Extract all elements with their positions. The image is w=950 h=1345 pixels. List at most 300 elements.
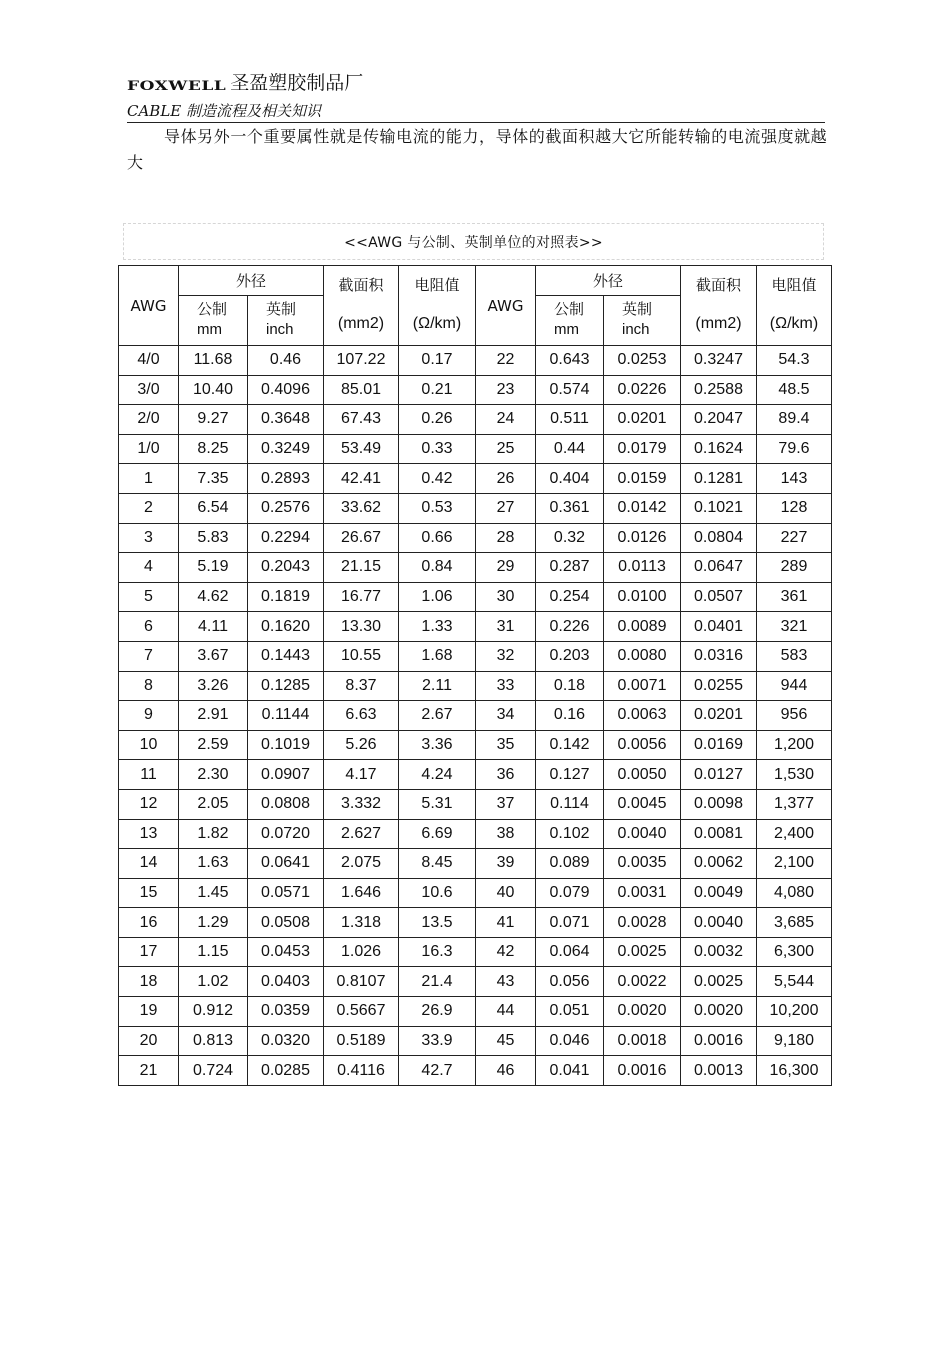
table-cell: 8.37: [324, 671, 399, 701]
table-cell: 3/0: [119, 375, 179, 405]
table-cell: 1.026: [324, 937, 399, 967]
table-cell: 0.0142: [604, 493, 681, 523]
table-cell: 0.0062: [681, 849, 757, 879]
table-cell: 40: [476, 878, 536, 908]
table-cell: 0.33: [399, 434, 476, 464]
table-cell: 0.0081: [681, 819, 757, 849]
table-cell: 1.82: [179, 819, 248, 849]
table-cell: 0.66: [399, 523, 476, 553]
table-cell: 27: [476, 493, 536, 523]
table-cell: 0.0020: [681, 997, 757, 1027]
table-cell: 4.11: [179, 612, 248, 642]
table-cell: 2.11: [399, 671, 476, 701]
table-row: [119, 967, 832, 997]
header-area-unit: (mm2): [337, 315, 385, 332]
table-row: [119, 493, 832, 523]
table-cell: 44: [476, 997, 536, 1027]
table-cell: 0.089: [536, 849, 604, 879]
table-cell: 0.84: [399, 553, 476, 583]
table-cell: 35: [476, 730, 536, 760]
table-cell: 0.203: [536, 641, 604, 671]
table-cell: 23: [476, 375, 536, 405]
table-row: [119, 405, 832, 435]
table-row: [119, 849, 832, 879]
table-row: [119, 908, 832, 938]
table-cell: 1.06: [399, 582, 476, 612]
table-cell: 0.1019: [248, 730, 324, 760]
table-cell: 583: [757, 641, 832, 671]
table-cell: 4.17: [324, 760, 399, 790]
table-cell: 0.0720: [248, 819, 324, 849]
table-cell: 0.16: [536, 701, 604, 731]
table-cell: 21.4: [399, 967, 476, 997]
table-cell: 41: [476, 908, 536, 938]
table-cell: 0.53: [399, 493, 476, 523]
table-cell: 0.1021: [681, 493, 757, 523]
table-cell: 0.226: [536, 612, 604, 642]
table-cell: 0.2576: [248, 493, 324, 523]
table-row: [119, 819, 832, 849]
table-cell: 0.254: [536, 582, 604, 612]
table-cell: 26.9: [399, 997, 476, 1027]
header-resistance-label-2: 电阻值: [771, 276, 817, 294]
table-cell: 0.0100: [604, 582, 681, 612]
table-cell: 10.55: [324, 641, 399, 671]
table-cell: 8.25: [179, 434, 248, 464]
table-cell: 0.0016: [604, 1056, 681, 1086]
table-cell: 0.0169: [681, 730, 757, 760]
table-cell: 956: [757, 701, 832, 731]
table-row: [119, 937, 832, 967]
table-cell: 45: [476, 1026, 536, 1056]
table-cell: 0.0571: [248, 878, 324, 908]
table-row: [119, 1056, 832, 1086]
table-cell: 11.68: [179, 346, 248, 376]
table-cell: 0.0159: [604, 464, 681, 494]
document-subtitle: CABLE 制造流程及相关知识: [127, 100, 825, 123]
table-cell: 1.15: [179, 937, 248, 967]
table-cell: 1/0: [119, 434, 179, 464]
table-cell: 0.5189: [324, 1026, 399, 1056]
table-cell: 0.8107: [324, 967, 399, 997]
table-cell: 0.0045: [604, 789, 681, 819]
table-row: [119, 464, 832, 494]
table-cell: 4: [119, 553, 179, 583]
table-cell: 2,100: [757, 849, 832, 879]
table-cell: 1.63: [179, 849, 248, 879]
table-cell: 0.912: [179, 997, 248, 1027]
header-resistance-unit-2: (Ω/km): [769, 315, 819, 332]
table-cell: 0.0255: [681, 671, 757, 701]
header-metric-2: [536, 296, 604, 346]
table-cell: 0.0201: [604, 405, 681, 435]
table-cell: 20: [119, 1026, 179, 1056]
table-row: [119, 1026, 832, 1056]
table-cell: 2.30: [179, 760, 248, 790]
table-cell: 0.0641: [248, 849, 324, 879]
table-cell: 0.0804: [681, 523, 757, 553]
table-cell: 0.1624: [681, 434, 757, 464]
table-cell: 0.0025: [604, 937, 681, 967]
table-cell: 26.67: [324, 523, 399, 553]
table-cell: 0.0063: [604, 701, 681, 731]
table-cell: 0.0022: [604, 967, 681, 997]
table-cell: 13.30: [324, 612, 399, 642]
table-cell: 0.2294: [248, 523, 324, 553]
header-metric-label-2: 公制: [554, 300, 585, 318]
table-cell: 0.1819: [248, 582, 324, 612]
table-cell: 361: [757, 582, 832, 612]
table-cell: 0.1443: [248, 641, 324, 671]
table-cell: 42.41: [324, 464, 399, 494]
table-cell: 0.0028: [604, 908, 681, 938]
table-row: [119, 582, 832, 612]
table-cell: 29: [476, 553, 536, 583]
table-cell: 30: [476, 582, 536, 612]
table-cell: 289: [757, 553, 832, 583]
table-cell: 18: [119, 967, 179, 997]
table-cell: 0.0032: [681, 937, 757, 967]
table-cell: 0.1144: [248, 701, 324, 731]
table-cell: 10,200: [757, 997, 832, 1027]
table-cell: 1.33: [399, 612, 476, 642]
table-cell: 0.0179: [604, 434, 681, 464]
table-cell: 0.0226: [604, 375, 681, 405]
table-row: [119, 375, 832, 405]
table-cell: 6.63: [324, 701, 399, 731]
table-cell: 0.0126: [604, 523, 681, 553]
table-cell: 1: [119, 464, 179, 494]
table-cell: 0.44: [536, 434, 604, 464]
table-cell: 0.0403: [248, 967, 324, 997]
table-cell: 0.0013: [681, 1056, 757, 1086]
table-row: [119, 346, 832, 376]
table-cell: 25: [476, 434, 536, 464]
table-cell: 3.67: [179, 641, 248, 671]
table-cell: 1,200: [757, 730, 832, 760]
table-cell: 16,300: [757, 1056, 832, 1086]
table-cell: 0.127: [536, 760, 604, 790]
table-cell: 36: [476, 760, 536, 790]
table-cell: 10.6: [399, 878, 476, 908]
header-awg: AWG: [119, 266, 179, 346]
table-cell: 0.0453: [248, 937, 324, 967]
intro-paragraph: 导体另外一个重要属性就是传输电流的能力，导体的截面积越大它所能转输的电流强度就越大: [127, 127, 827, 172]
table-cell: 85.01: [324, 375, 399, 405]
table-cell: 0.056: [536, 967, 604, 997]
table-cell: 7.35: [179, 464, 248, 494]
table-cell: 3.36: [399, 730, 476, 760]
table-cell: 13: [119, 819, 179, 849]
table-cell: 0.361: [536, 493, 604, 523]
table-cell: 0.102: [536, 819, 604, 849]
table-cell: 34: [476, 701, 536, 731]
table-cell: 944: [757, 671, 832, 701]
table-cell: 0.1285: [248, 671, 324, 701]
header-metric: [179, 296, 248, 346]
table-cell: 0.0127: [681, 760, 757, 790]
table-cell: 3.26: [179, 671, 248, 701]
header-area: [324, 266, 399, 346]
table-cell: 0.142: [536, 730, 604, 760]
table-cell: 0.18: [536, 671, 604, 701]
table-cell: 43: [476, 967, 536, 997]
table-cell: 0.0050: [604, 760, 681, 790]
table-cell: 227: [757, 523, 832, 553]
table-cell: 2/0: [119, 405, 179, 435]
table-row: [119, 730, 832, 760]
table-cell: 0.0285: [248, 1056, 324, 1086]
awg-table: [118, 265, 832, 1086]
table-cell: 0.21: [399, 375, 476, 405]
table-cell: 0.0080: [604, 641, 681, 671]
table-cell: 1.29: [179, 908, 248, 938]
table-row: [119, 997, 832, 1027]
table-cell: 0.0025: [681, 967, 757, 997]
header-resistance-unit: (Ω/km): [412, 315, 462, 332]
table-cell: 16.77: [324, 582, 399, 612]
table-cell: 1.45: [179, 878, 248, 908]
table-cell: 0.0049: [681, 878, 757, 908]
table-cell: 10: [119, 730, 179, 760]
table-caption: <<AWG 与公制、英制单位的对照表>>: [123, 223, 824, 260]
header-area-label-2: 截面积: [695, 276, 741, 294]
brand-line: [127, 68, 825, 98]
header-metric-label: 公制: [197, 300, 228, 318]
table-cell: 4,080: [757, 878, 832, 908]
header-area-unit-2: (mm2): [695, 315, 742, 332]
table-cell: 7: [119, 641, 179, 671]
table-cell: 0.2588: [681, 375, 757, 405]
table-cell: 0.0031: [604, 878, 681, 908]
header-area-label: 截面积: [338, 276, 384, 294]
table-cell: 1,530: [757, 760, 832, 790]
table-cell: 16: [119, 908, 179, 938]
table-cell: 0.3249: [248, 434, 324, 464]
table-cell: 0.0018: [604, 1026, 681, 1056]
table-cell: 0.0113: [604, 553, 681, 583]
table-cell: 8: [119, 671, 179, 701]
header-imperial: [248, 296, 324, 346]
table-cell: 11: [119, 760, 179, 790]
table-cell: 6.69: [399, 819, 476, 849]
table-cell: 26: [476, 464, 536, 494]
table-cell: 2.67: [399, 701, 476, 731]
table-cell: 0.813: [179, 1026, 248, 1056]
table-cell: 0.051: [536, 997, 604, 1027]
table-cell: 321: [757, 612, 832, 642]
table-cell: 0.2047: [681, 405, 757, 435]
table-row: [119, 434, 832, 464]
table-cell: 39: [476, 849, 536, 879]
table-cell: 3: [119, 523, 179, 553]
table-cell: 0.3247: [681, 346, 757, 376]
header-imperial-2: [604, 296, 681, 346]
header-resistance-2: [757, 266, 832, 346]
table-cell: 38: [476, 819, 536, 849]
table-cell: 6.54: [179, 493, 248, 523]
header-row-top: [119, 266, 832, 296]
header-metric-unit: mm: [197, 321, 222, 338]
table-row: [119, 612, 832, 642]
header-outer-diameter-2: 外径: [536, 266, 681, 296]
table-cell: 9.27: [179, 405, 248, 435]
header-imperial-label: 英制: [266, 300, 297, 318]
table-cell: 3,685: [757, 908, 832, 938]
table-cell: 0.643: [536, 346, 604, 376]
table-cell: 46: [476, 1056, 536, 1086]
table-cell: 48.5: [757, 375, 832, 405]
table-cell: 0.1620: [248, 612, 324, 642]
table-cell: 4/0: [119, 346, 179, 376]
table-cell: 0.0359: [248, 997, 324, 1027]
table-cell: 0.064: [536, 937, 604, 967]
table-cell: 2.91: [179, 701, 248, 731]
table-cell: 9: [119, 701, 179, 731]
header-outer-diameter: 外径: [179, 266, 324, 296]
document-header: [127, 68, 825, 123]
table-cell: 33: [476, 671, 536, 701]
awg-table-body: [119, 346, 832, 1086]
header-imperial-unit: inch: [266, 321, 294, 338]
table-cell: 8.45: [399, 849, 476, 879]
table-cell: 0.2893: [248, 464, 324, 494]
table-cell: 12: [119, 789, 179, 819]
table-cell: 0.0035: [604, 849, 681, 879]
header-resistance: [399, 266, 476, 346]
table-cell: 1.68: [399, 641, 476, 671]
table-cell: 53.49: [324, 434, 399, 464]
table-cell: 14: [119, 849, 179, 879]
table-cell: 1,377: [757, 789, 832, 819]
table-cell: 2,400: [757, 819, 832, 849]
table-cell: 0.0316: [681, 641, 757, 671]
table-cell: 0.0201: [681, 701, 757, 731]
table-cell: 0.0507: [681, 582, 757, 612]
table-cell: 143: [757, 464, 832, 494]
table-cell: 15: [119, 878, 179, 908]
table-cell: 0.0016: [681, 1026, 757, 1056]
table-cell: 6: [119, 612, 179, 642]
table-cell: 5.83: [179, 523, 248, 553]
table-cell: 5: [119, 582, 179, 612]
table-row: [119, 878, 832, 908]
table-row: [119, 523, 832, 553]
table-cell: 0.071: [536, 908, 604, 938]
table-cell: 0.17: [399, 346, 476, 376]
table-cell: 0.046: [536, 1026, 604, 1056]
table-cell: 107.22: [324, 346, 399, 376]
table-cell: 0.46: [248, 346, 324, 376]
table-cell: 0.0089: [604, 612, 681, 642]
header-awg-2: AWG: [476, 266, 536, 346]
table-cell: 0.0056: [604, 730, 681, 760]
table-row: [119, 760, 832, 790]
table-cell: 28: [476, 523, 536, 553]
table-cell: 67.43: [324, 405, 399, 435]
table-cell: 2: [119, 493, 179, 523]
table-row: [119, 789, 832, 819]
table-cell: 10.40: [179, 375, 248, 405]
table-cell: 13.5: [399, 908, 476, 938]
table-cell: 16.3: [399, 937, 476, 967]
table-cell: 0.0401: [681, 612, 757, 642]
table-cell: 0.114: [536, 789, 604, 819]
table-cell: 0.42: [399, 464, 476, 494]
table-cell: 2.075: [324, 849, 399, 879]
table-cell: 0.0647: [681, 553, 757, 583]
table-cell: 21.15: [324, 553, 399, 583]
table-row: [119, 641, 832, 671]
table-cell: 5.26: [324, 730, 399, 760]
table-row: [119, 671, 832, 701]
table-cell: 22: [476, 346, 536, 376]
table-cell: 32: [476, 641, 536, 671]
table-cell: 0.0508: [248, 908, 324, 938]
table-cell: 0.3648: [248, 405, 324, 435]
table-cell: 0.5667: [324, 997, 399, 1027]
brand-logo: FOXWELL: [127, 78, 227, 94]
table-cell: 5,544: [757, 967, 832, 997]
table-cell: 33.62: [324, 493, 399, 523]
table-cell: 0.32: [536, 523, 604, 553]
table-cell: 33.9: [399, 1026, 476, 1056]
table-cell: 1.02: [179, 967, 248, 997]
table-cell: 0.4096: [248, 375, 324, 405]
company-name: 圣盈塑胶制品厂: [230, 72, 364, 94]
header-metric-unit-2: mm: [554, 321, 579, 338]
table-cell: 1.646: [324, 878, 399, 908]
table-row: [119, 701, 832, 731]
table-cell: 31: [476, 612, 536, 642]
table-cell: 0.0320: [248, 1026, 324, 1056]
table-cell: 0.0040: [681, 908, 757, 938]
table-cell: 0.0071: [604, 671, 681, 701]
table-cell: 0.041: [536, 1056, 604, 1086]
table-cell: 19: [119, 997, 179, 1027]
table-cell: 0.1281: [681, 464, 757, 494]
table-cell: 128: [757, 493, 832, 523]
table-cell: 3.332: [324, 789, 399, 819]
table-cell: 0.287: [536, 553, 604, 583]
table-cell: 21: [119, 1056, 179, 1086]
table-cell: 17: [119, 937, 179, 967]
table-cell: 0.574: [536, 375, 604, 405]
table-cell: 2.627: [324, 819, 399, 849]
table-cell: 0.404: [536, 464, 604, 494]
table-cell: 0.0253: [604, 346, 681, 376]
table-cell: 4.24: [399, 760, 476, 790]
table-cell: 0.4116: [324, 1056, 399, 1086]
header-area-2: [681, 266, 757, 346]
table-cell: 54.3: [757, 346, 832, 376]
table-row: [119, 553, 832, 583]
header-imperial-label-2: 英制: [622, 300, 653, 318]
table-cell: 0.26: [399, 405, 476, 435]
table-cell: 0.0040: [604, 819, 681, 849]
table-cell: 0.0808: [248, 789, 324, 819]
table-cell: 5.31: [399, 789, 476, 819]
table-cell: 1.318: [324, 908, 399, 938]
table-cell: 42: [476, 937, 536, 967]
header-imperial-unit-2: inch: [622, 321, 650, 338]
table-cell: 37: [476, 789, 536, 819]
table-cell: 9,180: [757, 1026, 832, 1056]
table-cell: 2.59: [179, 730, 248, 760]
table-cell: 6,300: [757, 937, 832, 967]
table-cell: 4.62: [179, 582, 248, 612]
table-cell: 79.6: [757, 434, 832, 464]
